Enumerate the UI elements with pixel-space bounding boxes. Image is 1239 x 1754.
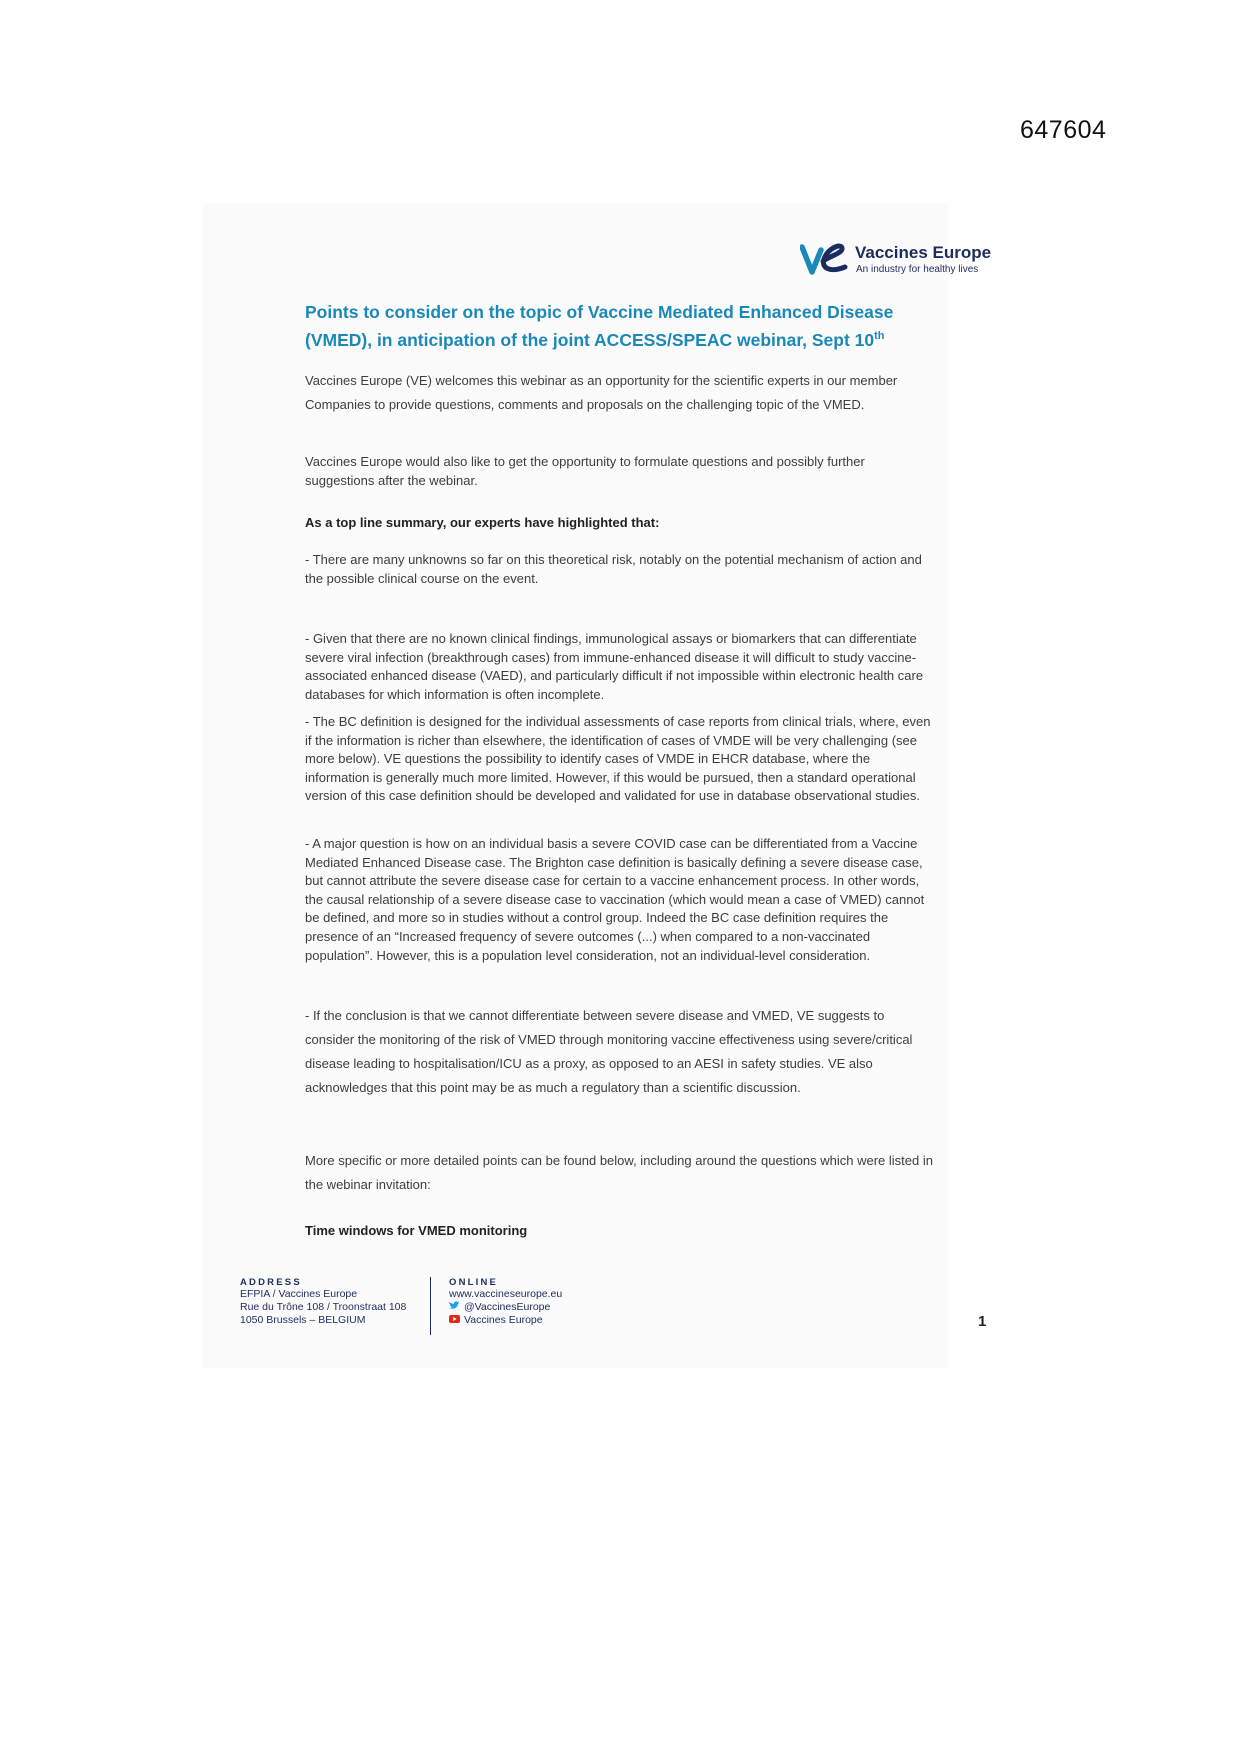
paragraph-text: More specific or more detailed points can be found below, including around the questions which were listed in the webinar invitation: [305, 1153, 933, 1192]
page-number: 1 [978, 1313, 987, 1330]
address-line: 1050 Brussels – BELGIUM [240, 1314, 366, 1326]
twitter-link[interactable] [449, 1301, 562, 1314]
paragraph-text: - If the conclusion is that we cannot differentiate between severe disease and VMED, VE suggests to consider the monitoring of the risk of VMED through monitoring vaccine effectiveness using severe/critical disease leading to hospitalisation/ICU as a proxy, as opposed to an AESI in safety studies. VE also acknowledges that this point may be as much a regulatory than a scientific discussion. [305, 1008, 913, 1095]
youtube-link[interactable] [449, 1314, 562, 1327]
intro-paragraph [305, 369, 935, 417]
paragraph-text: - The BC definition is designed for the individual assessments of case reports from clinical trials, where, even if the information is richer than elsewhere, the identification of cases of VMDE will be very challenging (see more below). VE questions the possibility to identify cases of VMDE in EHCR database, where the information is generally much more limited. However, if this would be pursued, then a standard operational version of this case definition should be developed and validated for use in database observational studies. [305, 714, 931, 804]
title-line-1: Points to consider on the topic of Vaccine Mediated Enhanced Disease [305, 302, 894, 322]
twitter-icon [449, 1301, 461, 1314]
youtube-channel: Vaccines Europe [464, 1314, 543, 1326]
paragraph-text: Vaccines Europe would also like to get the opportunity to formulate questions and possibly further suggestions after the webinar. [305, 454, 865, 488]
ve-logo-mark-icon [800, 242, 850, 278]
paragraph-text: Vaccines Europe (VE) welcomes this webinar as an opportunity for the scientific experts in our member Companies to provide questions, comments and proposals on the challenging topic of the VMED. [305, 373, 898, 412]
online-heading: ONLINE [449, 1277, 499, 1288]
address-heading: ADDRESS [240, 1277, 302, 1288]
paragraph-text: - Given that there are no known clinical findings, immunological assays or biomarkers that can differentiate severe viral infection (breakthrough cases) from immune-enhanced disease it will difficult to study vaccine-associated enhanced disease (VAED), and particularly difficult if not impossible within electronic health care databases for which information is often incomplete. [305, 631, 924, 702]
address-line: EFPIA / Vaccines Europe [240, 1288, 358, 1300]
youtube-icon [449, 1314, 461, 1327]
footer-divider [430, 1277, 431, 1335]
footer-online [449, 1277, 562, 1327]
logo-tagline: An industry for healthy lives [856, 264, 979, 275]
twitter-handle: @VaccinesEurope [464, 1301, 551, 1313]
point-bc-definition [305, 713, 935, 806]
title-line-2: (VMED), in anticipation of the joint ACCESS/SPEAC webinar, Sept 10 [305, 329, 875, 350]
point-major-question [305, 835, 935, 965]
section-heading: Time windows for VMED monitoring [305, 1223, 528, 1238]
document-title [305, 300, 945, 352]
document-id: 647604 [1020, 116, 1107, 144]
point-no-known-findings [305, 630, 935, 704]
address-line: Rue du Trône 108 / Troonstraat 108 [240, 1301, 407, 1313]
summary-heading: As a top line summary, our experts have highlighted that: [305, 515, 660, 530]
footer-address [240, 1277, 406, 1327]
website-link[interactable]: www.vaccineseurope.eu [449, 1288, 563, 1300]
more-details-paragraph [305, 1149, 935, 1197]
point-unknowns [305, 551, 935, 588]
followup-paragraph [305, 453, 935, 490]
paragraph-text: - There are many unknowns so far on this theoretical risk, notably on the potential mechanism of action and the possible clinical course on the event. [305, 552, 922, 586]
title-superscript: th [874, 330, 885, 342]
point-conclusion [305, 1004, 935, 1100]
paragraph-text: - A major question is how on an individual basis a severe COVID case can be differentiated from a Vaccine Mediated Enhanced Disease case. The Brighton case definition is basically defining a severe disease case, but cannot attribute the severe disease case for certain to a vaccine enhancement process. In other words, the causal relationship of a severe disease case to vaccination (which would mean a case of VMED) cannot be defined, and more so in studies without a control group. Indeed the BC case definition requires the presence of an “Increased frequency of severe outcomes (...) when compared to a non-vaccinated population”. However, this is a population level consideration, not an individual-level consideration. [305, 836, 925, 963]
page-footer [240, 1277, 960, 1339]
logo-name: Vaccines Europe [855, 243, 992, 262]
vaccines-europe-logo [800, 240, 1000, 280]
